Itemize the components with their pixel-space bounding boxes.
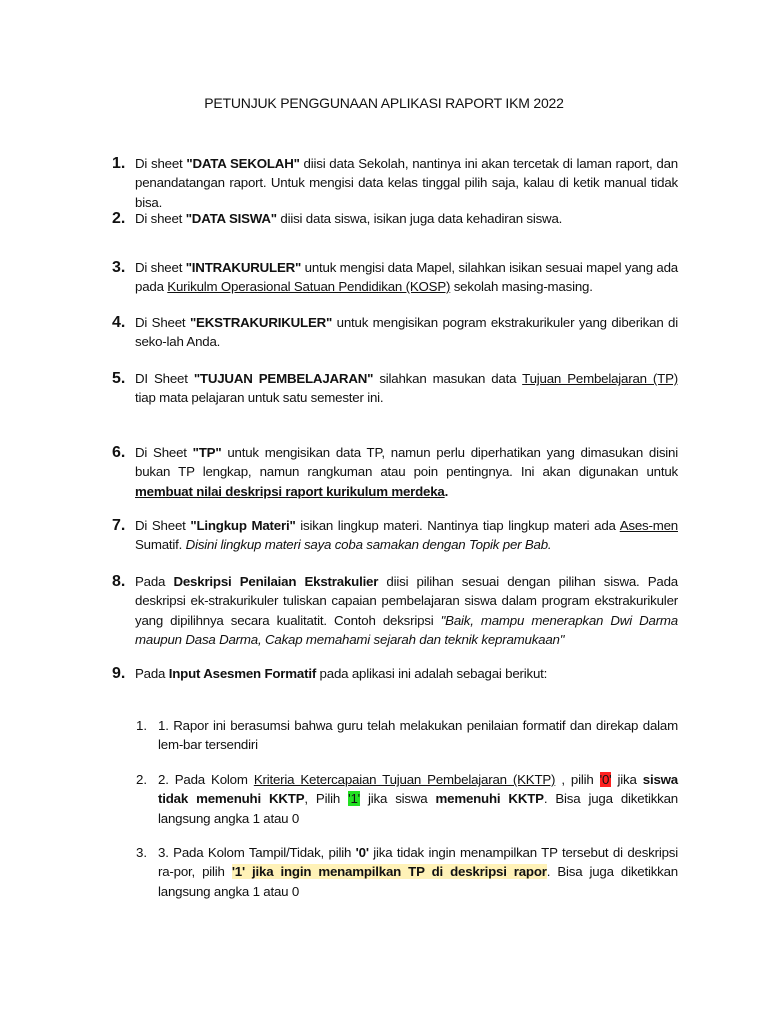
instruction-item-5 (112, 369, 678, 408)
subitem-text (158, 716, 678, 755)
text-run: "TUJUAN PEMBELAJARAN" (193, 371, 374, 386)
item-text (135, 443, 678, 501)
text-run: "Baik, mampu menerapkan Dwi Darma maupun Dasa Darma, Cakap memahami sejarah dan teknik kepramukaan" (135, 612, 678, 647)
text-run: '0' (599, 772, 612, 787)
formative-subitem-1 (136, 716, 678, 755)
subitem-number: 3. (136, 845, 148, 860)
text-run: Kurikulm Operasional Satuan Pendidikan (KOSP) (167, 279, 451, 295)
text-run: Di sheet (135, 156, 187, 171)
text-run: "EKSTRAKURIKULER" (189, 315, 333, 330)
text-run: Di Sheet (135, 445, 193, 460)
text-run: Pada (135, 574, 174, 589)
item-text (135, 516, 678, 555)
document-title: PETUNJUK PENGGUNAAN APLIKASI RAPORT IKM 2022 (204, 95, 564, 111)
text-run: Di sheet (135, 211, 186, 226)
text-run: "INTRAKURULER" (185, 260, 302, 275)
text-run: Deskripsi Penilaian Ekstrakulier (173, 574, 379, 589)
item-text (135, 572, 678, 649)
text-run: memenuhi KKTP (435, 791, 544, 807)
instruction-item-8 (112, 572, 678, 649)
text-run: diisi data siswa, isikan juga data kehadiran siswa. (276, 211, 563, 226)
instruction-item-1 (112, 154, 678, 212)
text-run: 1. Rapor ini berasumsi bahwa guru telah melakukan penilaian formatif dan direkap dalam lem-bar tersendiri (158, 718, 678, 753)
item-text (135, 664, 678, 683)
item-text (135, 313, 678, 352)
text-run: silahkan masukan data (373, 371, 523, 386)
text-run: '1' (348, 791, 360, 807)
text-run: jika siswa (359, 791, 436, 807)
subitem-text (158, 843, 678, 901)
text-run: Di sheet (135, 260, 186, 275)
text-run: tiap mata pelajaran untuk satu semester ini. (135, 390, 384, 406)
text-run: Tujuan Pembelajaran (TP) (522, 371, 678, 386)
text-run: '0' (355, 845, 369, 860)
text-run: Sumatif. (135, 537, 186, 553)
item-number: 1. (112, 155, 126, 172)
item-text (135, 154, 678, 212)
text-run: jika tidak ingin menampilkan TP tersebut di deskripsi ra-por, pilih (158, 845, 678, 880)
item-text (135, 369, 678, 408)
formative-subitem-2 (136, 770, 678, 828)
text-run: "DATA SISWA" (185, 211, 277, 226)
text-run: "DATA SEKOLAH" (186, 156, 300, 171)
text-run: untuk mengisikan data TP, namun perlu diperhatikan yang dimasukan disini bukan TP lengkap, namun rangkuman atau poin pentingnya. Ini akan digunakan untuk (135, 445, 678, 480)
text-run: . Bisa juga diketikkan langsung angka 1 atau 0 (158, 791, 678, 826)
item-text (135, 209, 678, 228)
instruction-item-4 (112, 313, 678, 352)
item-number: 8. (112, 573, 126, 590)
text-run: jika (611, 772, 643, 787)
text-run: diisi data Sekolah, nantinya ini akan tercetak di laman raport, dan penandatangan raport. Untuk mengisi data kelas tinggal pilih saja, kalau di ketik manual tidak bisa. (135, 156, 678, 210)
formative-subitem-3 (136, 843, 678, 901)
text-run: Di Sheet (135, 315, 190, 330)
text-run: pada aplikasi ini adalah sebagai berikut: (316, 666, 548, 681)
item-number: 9. (112, 665, 126, 682)
instruction-item-2 (112, 209, 678, 228)
subitem-number: 1. (136, 718, 148, 733)
item-text (135, 258, 678, 297)
item-number: 4. (112, 314, 126, 331)
subitem-number: 2. (136, 772, 148, 787)
text-run: '1' jika ingin menampilkan TP di deskripsi rapor (231, 864, 547, 880)
instruction-item-6 (112, 443, 678, 501)
text-run: , pilih (555, 772, 600, 787)
item-number: 6. (112, 444, 126, 461)
text-run: Ases-men (619, 518, 678, 533)
text-run: , Pilih (304, 791, 349, 807)
text-run: "TP" (192, 445, 222, 460)
text-run: membuat nilai deskripsi raport kurikulum merdeka (135, 483, 445, 499)
item-number: 2. (112, 210, 126, 227)
text-run: Kriteria Ketercapaian Tujuan Pembelajaran (KKTP) (253, 772, 556, 787)
instruction-item-3 (112, 258, 678, 297)
text-run: untuk mengisi data Mapel, silahkan isikan sesuai mapel yang ada pada (135, 260, 678, 295)
text-run: isikan lingkup materi. Nantinya tiap lingkup materi ada (295, 518, 620, 533)
text-run: 2. Pada Kolom (158, 772, 254, 787)
item-number: 3. (112, 259, 126, 276)
text-run: Pada (135, 666, 169, 681)
text-run: untuk mengisikan pogram ekstrakurikuler yang diberikan di seko-lah Anda. (135, 315, 678, 350)
text-run: "Lingkup Materi" (190, 518, 296, 533)
text-run: . (444, 483, 449, 499)
text-run: . Bisa juga diketikkan langsung angka 1 atau 0 (158, 864, 679, 899)
item-number: 5. (112, 370, 126, 387)
text-run: siswa tidak memenuhi KKTP (158, 772, 678, 807)
text-run: Disini lingkup materi saya coba samakan dengan Topik per Bab. (185, 537, 552, 553)
text-run: diisi pilihan sesuai dengan pilihan siswa. Pada deskripsi ek-strakurikuler tuliskan capaian pembelajaran siswa dalam program ekstrakurikuler yang dipilihnya secara kualitatit. Contoh deksripsi (135, 574, 679, 628)
text-run: Input Asesmen Formatif (168, 666, 317, 681)
subitem-text (158, 770, 678, 828)
text-run: 3. Pada Kolom Tampil/Tidak, pilih (158, 845, 356, 860)
text-run: DI Sheet (135, 371, 194, 386)
instruction-item-9 (112, 664, 678, 683)
text-run: sekolah masing-masing. (450, 279, 593, 295)
text-run: Di Sheet (135, 518, 191, 533)
item-number: 7. (112, 517, 126, 534)
instruction-item-7 (112, 516, 678, 555)
